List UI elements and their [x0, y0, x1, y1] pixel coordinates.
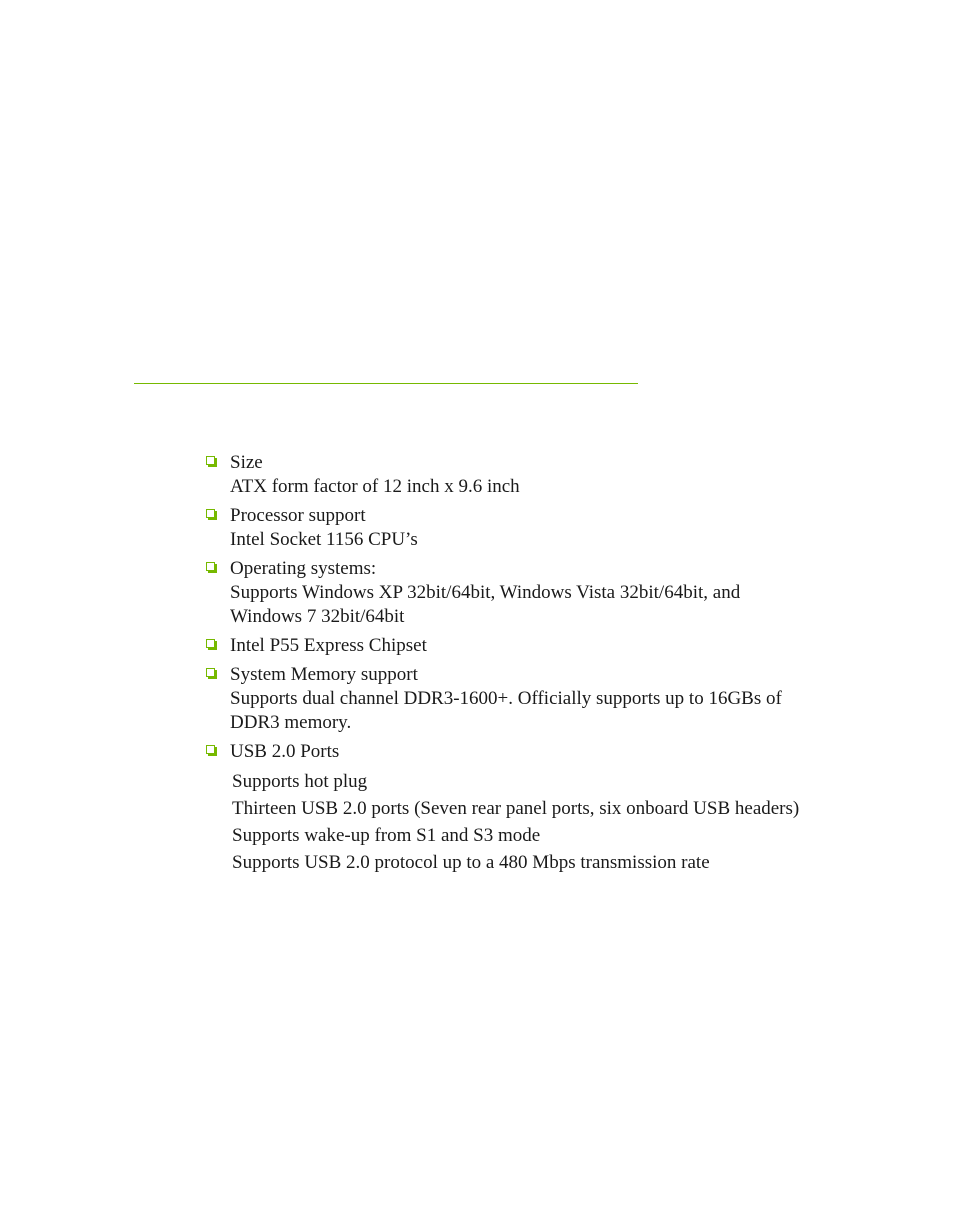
spec-title: Operating systems: — [230, 558, 377, 579]
usb-feature-list — [230, 768, 845, 876]
usb-feature-item: Supports wake-up from S1 and S3 mode — [232, 825, 541, 846]
square-bullet-icon — [206, 456, 215, 465]
spec-title: Processor support — [230, 505, 366, 526]
spec-item-size — [205, 451, 845, 499]
spec-desc: Supports Windows XP 32bit/64bit, Windows Vista 32bit/64bit, and Windows 7 32bit/64bit — [230, 582, 741, 627]
spec-title: System Memory support — [230, 664, 418, 685]
spec-item-processor — [205, 504, 845, 552]
square-bullet-icon — [206, 639, 215, 648]
square-bullet-icon — [206, 745, 215, 754]
square-bullet-icon — [206, 509, 215, 518]
spec-item-usb — [205, 740, 845, 876]
spec-desc: Supports dual channel DDR3-1600+. Officially supports up to 16GBs of DDR3 memory. — [230, 688, 782, 733]
section-divider — [134, 383, 638, 384]
spec-title: Intel P55 Express Chipset — [230, 635, 427, 656]
spec-title: USB 2.0 Ports — [230, 741, 340, 762]
usb-feature-item: Thirteen USB 2.0 ports (Seven rear panel ports, six onboard USB headers) — [232, 798, 800, 819]
spec-item-memory — [205, 663, 845, 735]
usb-feature-item: Supports hot plug — [232, 771, 368, 792]
square-bullet-icon — [206, 668, 215, 677]
spec-item-os — [205, 557, 845, 629]
square-bullet-icon — [206, 562, 215, 571]
spec-desc: ATX form factor of 12 inch x 9.6 inch — [230, 476, 520, 497]
spec-list — [205, 451, 845, 881]
spec-desc: Intel Socket 1156 CPU’s — [230, 529, 418, 550]
usb-feature-item: Supports USB 2.0 protocol up to a 480 Mbps transmission rate — [232, 852, 710, 873]
spec-item-chipset — [205, 634, 845, 658]
spec-title: Size — [230, 452, 263, 473]
